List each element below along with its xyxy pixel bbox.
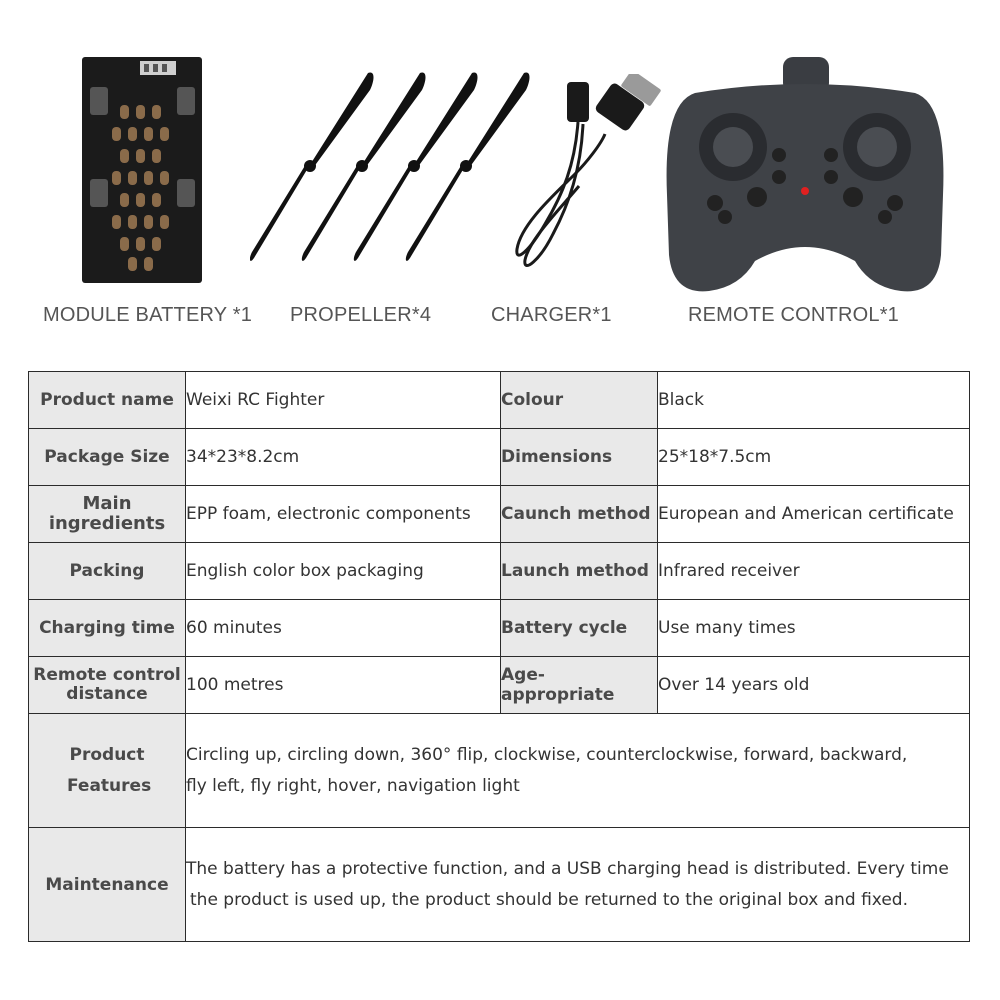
spec-header: Main ingredients: [29, 486, 186, 543]
remote-control-image: [665, 55, 945, 300]
propeller-label: PROPELLER*4: [290, 304, 432, 326]
spec-value: Black: [658, 372, 970, 429]
spec-value: Over 14 years old: [658, 657, 970, 714]
spec-header: Package Size: [29, 429, 186, 486]
table-row-maintenance: [29, 828, 970, 942]
features-line-1: Circling up, circling down, 360° flip, clockwise, counterclockwise, forward, backward,: [186, 744, 908, 765]
remote-control-icon: [665, 55, 945, 295]
table-row: [29, 657, 970, 714]
propellers-image: [250, 68, 530, 273]
features-line-2: fly left, fly right, hover, navigation light: [186, 775, 520, 796]
table-row: [29, 600, 970, 657]
spec-header: Caunch method: [501, 486, 658, 543]
propeller-icon: [250, 68, 530, 268]
maintenance-line-1: The battery has a protective function, and a USB charging head is distributed. Every time: [186, 858, 949, 879]
charger-label: CHARGER*1: [491, 304, 612, 326]
spec-header: Colour: [501, 372, 658, 429]
spec-value: European and American certificate: [658, 486, 970, 543]
table-row: [29, 543, 970, 600]
maintenance-header: Maintenance: [29, 828, 186, 942]
spec-header: Launch method: [501, 543, 658, 600]
spec-value: 60 minutes: [186, 600, 501, 657]
spec-header: Remote control distance: [29, 657, 186, 714]
spec-value: 34*23*8.2cm: [186, 429, 501, 486]
charger-image: [505, 74, 665, 284]
spec-header: Charging time: [29, 600, 186, 657]
spec-header: Dimensions: [501, 429, 658, 486]
spec-value: 100 metres: [186, 657, 501, 714]
features-value: [186, 714, 970, 828]
spec-value: Infrared receiver: [658, 543, 970, 600]
table-row-features: [29, 714, 970, 828]
battery-module-icon: [82, 57, 202, 283]
spec-table: [28, 371, 970, 942]
spec-value: Use many times: [658, 600, 970, 657]
maintenance-line-2: the product is used up, the product should be returned to the original box and fixed.: [190, 889, 908, 910]
spec-header: Product name: [29, 372, 186, 429]
table-row: [29, 486, 970, 543]
spec-header: Packing: [29, 543, 186, 600]
remote-control-label: REMOTE CONTROL*1: [688, 304, 900, 326]
spec-value: English color box packaging: [186, 543, 501, 600]
features-header: [29, 714, 186, 828]
battery-label: MODULE BATTERY *1: [43, 304, 253, 326]
spec-value: EPP foam, electronic components: [186, 486, 501, 543]
spec-value: Weixi RC Fighter: [186, 372, 501, 429]
table-row: [29, 372, 970, 429]
spec-value: 25*18*7.5cm: [658, 429, 970, 486]
table-row: [29, 429, 970, 486]
spec-header: Age-appropriate: [501, 657, 658, 714]
maintenance-value: [186, 828, 970, 942]
battery-module-image: [82, 57, 202, 288]
spec-header: Battery cycle: [501, 600, 658, 657]
usb-charger-icon: [505, 74, 665, 279]
features-header-text: Product Features: [67, 744, 152, 796]
